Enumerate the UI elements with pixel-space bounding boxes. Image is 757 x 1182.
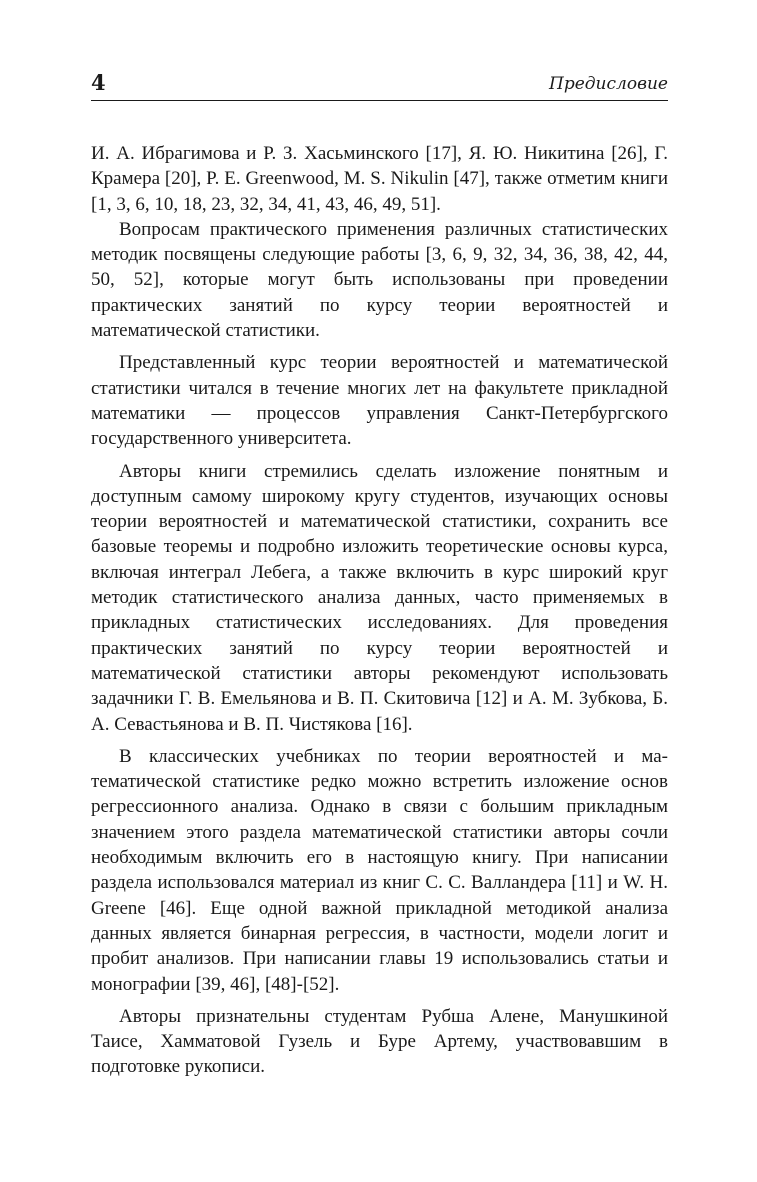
running-title: Предисловие	[549, 74, 668, 94]
paragraph-5: В классических учебниках по теории вероятностей и математической статистике редко можно встретить изложение основ регрессионного анализа. Однако в связи с большим прикладным значением этого раздела математической статистики авторы сочли необходимым включить его в настоящую книгу. При написании раздела использовался материал из книг С. С. Валландера [11] и W. H. Greene [46]. Еще одной важной прикладной методикой анализа данных является бинарная регрессия, в частности, модели логит и пробит анализов. При написании главы 19 использовались статьи и монографии [39, 46], [48]-[52].	[91, 745, 668, 995]
paragraph-2: Вопросам практического применения различных статистических методик посвящены следующие работы [3, 6, 9, 32, 34, 36, 38, 42, 44, 50, 52], которые могут быть использованы при проведении практических занятий по курсу теории вероятностей и математической статистики.	[91, 218, 668, 342]
paragraph-6: Авторы признательны студентам Рубша Алене, Манушкиной Таисе, Хамматовой Гузель и Буре Артему, участвовавшим в подготовке рукописи.	[91, 1005, 668, 1078]
page-header	[91, 68, 668, 98]
paragraph-1: И. А. Ибрагимова и Р. З. Хасьминского [17], Я. Ю. Никитина [26], Г. Крамера [20], P. E. Greenwood, M. S. Nikulin [47], также отметим книги [1, 3, 6, 10, 18, 23, 32, 34, 41, 43, 46, 49, 51].	[91, 143, 668, 215]
body-text	[91, 141, 668, 1080]
paragraph-4: Авторы книги стремились сделать изложение понятным и доступным самому широкому кругу студентов, изучающих основы теории вероятностей и математической статистики, сохранить все базовые теоремы и подробно изложить теоретические основы курса, включая интеграл Лебега, а также включить в курс широкий круг методик статистического анализа данных, часто применяемых в прикладных статистических исследованиях. Для проведения практических занятий по курсу теории вероятностей и математической статистики авторы рекомендуют использовать задачники Г. В. Емельянова и В. П. Скитовича [12] и А. М. Зубкова, Б. А. Севастьянова и В. П. Чистякова [16].	[91, 460, 668, 735]
page-number: 4	[91, 70, 106, 95]
paragraph-3: Представленный курс теории вероятностей и математической статистики читался в течение многих лет на факультете прикладной математики — процессов управления Санкт-Петербургского государственного университета.	[91, 352, 668, 450]
header-rule	[91, 100, 668, 101]
